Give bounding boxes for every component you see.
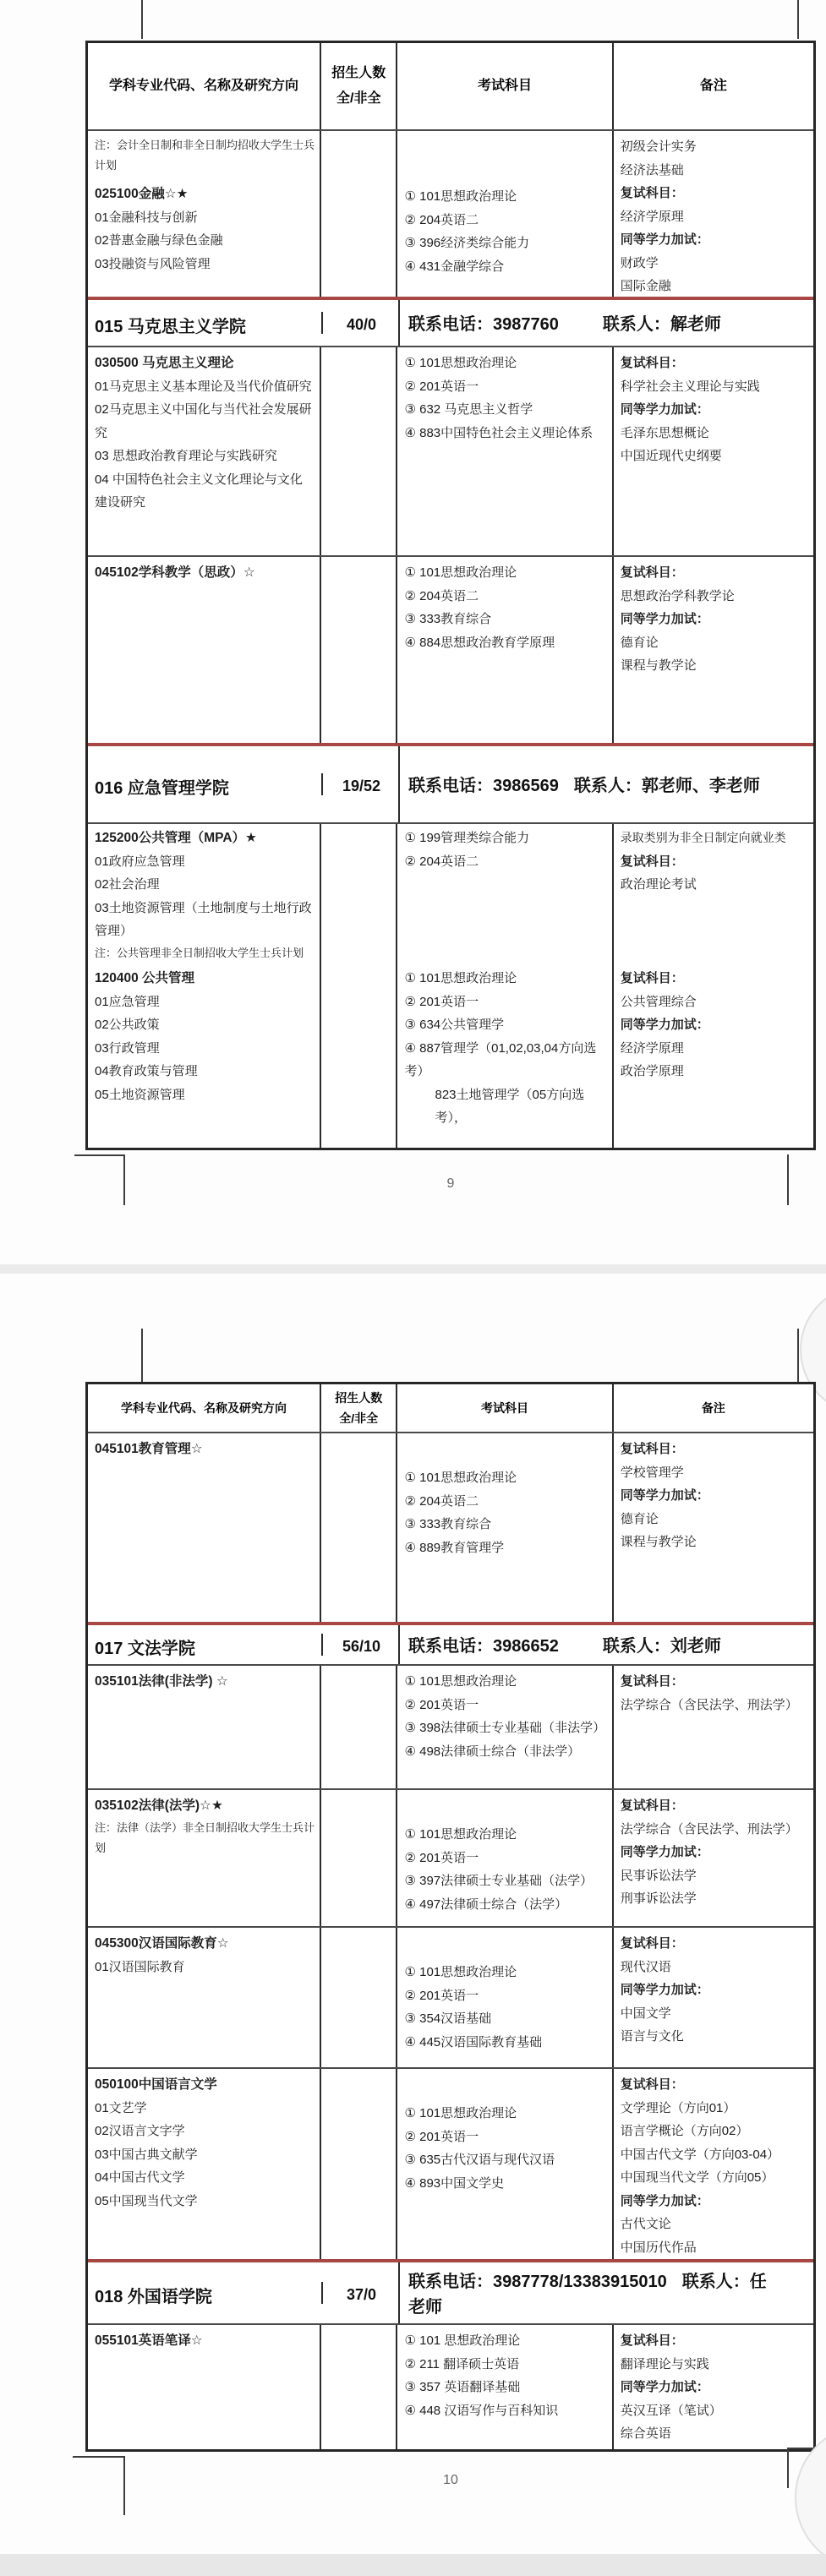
research-direction: 01马克思主义基本理论及当代价值研究: [95, 379, 312, 394]
exam-subject: ④ 893中国文学史: [404, 2175, 505, 2191]
institute-row-018: [88, 2259, 813, 2323]
program-code: 045102学科教学（思政）☆: [95, 565, 255, 580]
program-code: 045300汉语国际教育☆: [95, 1936, 229, 1951]
remark-label: 复试科目：: [620, 356, 684, 370]
program-code: 045101教育管理☆: [95, 1442, 203, 1456]
table-row-055101: [88, 2323, 813, 2449]
table-header-row: [88, 43, 813, 129]
institute-contact-cell: [398, 300, 813, 346]
table-row-120400: [88, 963, 813, 1148]
contact-phone: 联系电话：3986652: [408, 1637, 559, 1656]
remark-line: 中国文学: [620, 2006, 671, 2021]
program-code: 125200公共管理（MPA）★: [95, 831, 257, 845]
header-col-exams: [396, 1384, 611, 1432]
table-row-025100: [88, 129, 813, 297]
table-row-050100: [88, 2067, 813, 2259]
remark-label: 复试科目：: [620, 186, 684, 200]
exam-subject: ① 101思想政治理论: [404, 1674, 517, 1689]
remark-line: 课程与教学论: [620, 658, 697, 673]
program-cell: [88, 1666, 320, 1788]
exam-subject: ② 201英语一: [404, 1697, 479, 1712]
research-direction: 04中国古代文学: [95, 2170, 185, 2185]
quota-cell: [320, 824, 396, 963]
page-number-10: 10: [443, 2473, 458, 2487]
institute-contact-cell: [398, 746, 813, 822]
remark-label: 复试科目：: [620, 1674, 684, 1689]
exam-cell: [396, 1928, 611, 2067]
exam-subject: ② 201英语一: [404, 379, 479, 394]
research-direction: 02汉语言文字学: [95, 2124, 185, 2138]
program-code: 050100中国语言文学: [95, 2077, 217, 2092]
remarks-cell: [612, 2325, 813, 2449]
remark-label: 同等学力加试：: [620, 232, 709, 247]
table-row-125200: [88, 822, 813, 963]
table-row-035102: [88, 1788, 813, 1926]
quota-cell: [320, 2325, 396, 2449]
institute-name: 016 应急管理学院: [95, 779, 229, 798]
research-direction: 01文艺学: [95, 2100, 147, 2115]
research-direction: 01汉语国际教育: [95, 1959, 185, 1974]
research-direction: 04教育政策与管理: [95, 1064, 198, 1078]
exam-cell: [396, 1666, 611, 1788]
header-quota-label-2: 全/非全: [339, 1411, 379, 1425]
quota-cell: [320, 131, 396, 297]
crop-mark-p1-top-left: [141, 0, 143, 39]
remark-label: 同等学力加试：: [620, 402, 709, 417]
quota-cell: [320, 1790, 396, 1926]
contact-person: 联系人：刘老师: [602, 1637, 721, 1656]
header-remarks-label: 备注: [701, 1401, 725, 1415]
remark-line: 公共管理综合: [620, 994, 697, 1009]
remark-label: 复试科目：: [620, 565, 684, 580]
remark-line: 综合英语: [620, 2426, 671, 2441]
program-code: 035102法律(法学)☆★: [95, 1798, 223, 1813]
exam-cell: [396, 1433, 611, 1622]
exam-subject: ③ 354汉语基础: [404, 2011, 492, 2026]
quota-cell: [320, 1666, 396, 1788]
exam-subject: 823土地管理学（05方向选考），: [435, 1087, 585, 1125]
exam-cell: [396, 2325, 611, 2449]
exam-subject: ④ 498法律硕士综合（非法学）: [404, 1744, 581, 1759]
contact-person: 联系人：任老师: [408, 2273, 767, 2317]
quota-cell: [320, 557, 396, 743]
header-col-remarks: [612, 43, 813, 129]
exam-subject: ② 204英语二: [404, 854, 479, 869]
exam-subject: ① 101思想政治理论: [404, 565, 517, 580]
exam-subject: ① 101思想政治理论: [404, 356, 517, 370]
header-col-remarks: [612, 1384, 813, 1432]
exam-subject: ④ 445汉语国际教育基础: [404, 2034, 543, 2049]
header-remarks-label: 备注: [699, 79, 727, 93]
table-row-045102: [88, 555, 813, 743]
remarks-cell: [612, 963, 813, 1148]
research-direction: 01政府应急管理: [95, 854, 185, 869]
exam-subject: ④ 448 汉语写作与百科知识: [404, 2403, 559, 2418]
crop-mark-p2-top-right: [797, 1329, 799, 1383]
program-code: 030500 马克思主义理论: [95, 356, 234, 370]
remark-line: 录取类别为非全日制定向就业类: [620, 831, 786, 844]
exam-cell: [396, 1790, 611, 1926]
exam-subject: ② 204英语二: [404, 588, 479, 603]
remark-line: 中国历代作品: [620, 2240, 697, 2255]
exam-subject: ① 101思想政治理论: [404, 1965, 517, 1979]
program-code: 055101英语笔译☆: [95, 2333, 203, 2348]
remark-line: 财政学: [620, 255, 659, 270]
exam-cell: [396, 557, 611, 743]
contact-phone: 联系电话：3987778/13383915010: [408, 2273, 667, 2291]
header-quota-label-2: 全/非全: [336, 91, 381, 106]
remarks-cell: [612, 2069, 813, 2259]
exam-subject: ③ 333教育综合: [404, 1517, 492, 1531]
table-row-030500: [88, 346, 813, 555]
remark-label: 复试科目：: [620, 854, 684, 869]
remark-line: 中国古代文学（方向03-04）: [620, 2147, 780, 2162]
remark-line: 学校管理学: [620, 1465, 684, 1480]
program-note: 注：公共管理非全日制招收大学生士兵计划: [95, 946, 304, 959]
exam-subject: ④ 883中国特色社会主义理论体系: [404, 425, 594, 440]
remark-label: 同等学力加试：: [620, 2193, 709, 2208]
institute-name: 015 马克思主义学院: [95, 318, 246, 336]
program-cell: [88, 557, 320, 743]
remark-line: 科学社会主义理论与实践: [620, 379, 760, 394]
contact-person: 联系人：郭老师、李老师: [573, 777, 760, 795]
bottom-gray-band: [0, 2554, 826, 2576]
research-direction: 02社会治理: [95, 877, 160, 892]
header-quota-label-1: 招生人数: [331, 66, 386, 80]
remark-line: 毛泽东思想概论: [620, 425, 709, 440]
crop-mark-p1-bottom-left-h: [74, 1154, 125, 1156]
exam-subject: ④ 887管理学（01,02,03,04方向选考）: [404, 1040, 597, 1078]
admissions-table-page2: [85, 1382, 816, 2452]
exam-subject: ③ 396经济类综合能力: [404, 236, 530, 250]
header-col-exams: [396, 43, 611, 129]
remark-label: 复试科目：: [620, 1798, 684, 1813]
exam-subject: ② 211 翻译硕士英语: [404, 2356, 520, 2371]
table-row-035101: [88, 1664, 813, 1788]
crop-mark-p1-top-right: [797, 0, 799, 39]
contact-person: 联系人：解老师: [602, 315, 721, 334]
remark-line: 中国近现代史纲要: [620, 449, 722, 463]
exam-subject: ④ 889教育管理学: [404, 1540, 505, 1555]
remarks-cell: [612, 1433, 813, 1622]
remarks-cell: [612, 824, 813, 963]
remark-line: 课程与教学论: [620, 1535, 697, 1549]
institute-name: 017 文法学院: [95, 1640, 195, 1658]
header-col-program: [88, 43, 320, 129]
remark-line: 中国现当代文学（方向05）: [620, 2170, 774, 2185]
research-direction: 03 思想政治教育理论与实践研究: [95, 449, 277, 463]
institute-contact-cell: [398, 1625, 813, 1664]
exam-cell: [396, 963, 611, 1148]
research-direction: 02普惠金融与绿色金融: [95, 233, 223, 248]
exam-subject: ③ 357 英语翻译基础: [404, 2380, 521, 2394]
research-direction: 04 中国特色社会主义文化理论与文化建设研究: [95, 472, 303, 510]
exam-cell: [396, 824, 611, 963]
remark-label: 复试科目：: [620, 2077, 684, 2092]
remark-line: 政治理论考试: [620, 877, 697, 892]
exam-subject: ③ 397法律硕士专业基础（法学）: [404, 1874, 594, 1888]
program-cell: [88, 2325, 320, 2449]
remark-line: 经济学原理: [620, 209, 684, 224]
program-cell: [88, 824, 320, 963]
header-exams-label: 考试科目: [478, 79, 533, 93]
remark-line: 初级会计实务: [620, 139, 697, 154]
institute-quota: 19/52: [321, 773, 398, 795]
remark-label: 同等学力加试：: [620, 2380, 709, 2394]
research-direction: 01应急管理: [95, 994, 160, 1009]
exam-subject: ① 101思想政治理论: [404, 189, 517, 204]
exam-cell: [396, 2069, 611, 2259]
exam-subject: ② 204英语二: [404, 212, 479, 227]
research-direction: 03行政管理: [95, 1040, 160, 1056]
header-program-label: 学科专业代码、名称及研究方向: [121, 1401, 287, 1415]
program-code: 120400 公共管理: [95, 971, 195, 985]
table-header-row: [88, 1384, 813, 1432]
remark-label: 复试科目：: [620, 1936, 684, 1951]
remarks-cell: [612, 1928, 813, 2067]
remark-label: 同等学力加试：: [620, 612, 709, 626]
table-row-045300: [88, 1926, 813, 2067]
remark-label: 同等学力加试：: [620, 1018, 709, 1032]
remark-line: 古代文论: [620, 2217, 671, 2231]
remark-line: 经济学原理: [620, 1040, 684, 1056]
research-direction: 05中国现当代文学: [95, 2193, 198, 2208]
remark-line: 英汉互译（笔试）: [620, 2403, 722, 2418]
exam-subject: ② 201英语一: [404, 2129, 479, 2144]
remark-line: 德育论: [620, 635, 659, 650]
remark-line: 经济法基础: [620, 162, 684, 177]
header-exams-label: 考试科目: [481, 1401, 529, 1415]
exam-subject: ③ 398法律硕士专业基础（非法学）: [404, 1721, 606, 1735]
exam-subject: ① 101思想政治理论: [404, 1471, 517, 1485]
crop-mark-p2-bottom-left-h: [73, 2456, 125, 2458]
remark-line: 现代汉语: [620, 1959, 671, 1974]
admissions-table-page1: [85, 41, 816, 1150]
quota-cell: [320, 1928, 396, 2067]
exam-subject: ① 101思想政治理论: [404, 1827, 517, 1842]
exam-subject: ② 201英语一: [404, 994, 479, 1009]
remarks-cell: [612, 1790, 813, 1926]
table-row-045101: [88, 1432, 813, 1622]
remark-line: 思想政治学科教学论: [620, 588, 735, 603]
exam-subject: ② 204英语二: [404, 1493, 479, 1509]
remarks-cell: [612, 557, 813, 743]
institute-quota: 37/0: [321, 2282, 398, 2304]
remark-line: 语言学概论（方向02）: [620, 2124, 749, 2138]
remark-line: 法学综合（含民法学、刑法学）: [620, 1821, 798, 1836]
remark-line: 语言与文化: [620, 2029, 684, 2044]
remark-line: 政治学原理: [620, 1064, 684, 1078]
remark-line: 国际金融: [620, 279, 671, 293]
header-col-quota: [320, 1384, 396, 1432]
header-col-program: [88, 1384, 320, 1432]
exam-subject: ④ 431金融学综合: [404, 259, 505, 274]
remark-label: 同等学力加试：: [620, 1983, 709, 1997]
remark-line: 翻译理论与实践: [620, 2356, 709, 2371]
program-cell: [88, 131, 320, 297]
remarks-cell: [612, 347, 813, 555]
program-cell: [88, 1928, 320, 2067]
program-cell: [88, 2069, 320, 2259]
remark-line: 民事诉讼法学: [620, 1868, 697, 1883]
exam-subject: ④ 884思想政治教育学原理: [404, 635, 555, 650]
program-cell: [88, 1433, 320, 1622]
program-cell: [88, 1790, 320, 1926]
exam-subject: ② 201英语一: [404, 1850, 479, 1865]
program-code: 025100金融☆★: [95, 187, 189, 201]
exam-subject: ② 201英语一: [404, 1988, 479, 2003]
exam-subject: ③ 635古代汉语与现代汉语: [404, 2153, 555, 2167]
remark-line: 德育论: [620, 1511, 659, 1526]
exam-subject: ① 101思想政治理论: [404, 971, 517, 985]
contact-phone: 联系电话：3986569: [408, 777, 559, 795]
research-direction: 02马克思主义中国化与当代社会发展研究: [95, 402, 312, 440]
research-direction: 03中国古典文献学: [95, 2147, 198, 2162]
exam-subject: ④ 497法律硕士综合（法学）: [404, 1897, 568, 1912]
research-direction: 03土地资源管理（土地制度与土地行政管理）: [95, 900, 312, 938]
exam-subject: ① 101思想政治理论: [404, 2106, 517, 2120]
remark-label: 复试科目：: [620, 1442, 684, 1456]
institute-quota: 40/0: [321, 312, 398, 334]
remarks-cell: [612, 1666, 813, 1788]
page-number-9: 9: [446, 1176, 455, 1191]
institute-contact-cell: [398, 2262, 813, 2323]
quota-cell: [320, 2069, 396, 2259]
remark-label: 同等学力加试：: [620, 1845, 709, 1859]
header-program-label: 学科专业代码、名称及研究方向: [109, 79, 299, 93]
exam-subject: ① 101 思想政治理论: [404, 2333, 521, 2348]
remark-line: 法学综合（含民法学、刑法学）: [620, 1697, 798, 1712]
institute-name: 018 外国语学院: [95, 2288, 212, 2306]
institute-row-017: [88, 1622, 813, 1664]
contact-phone: 联系电话：3987760: [408, 315, 559, 334]
exam-cell: [396, 131, 611, 297]
remark-label: 同等学力加试：: [620, 1488, 709, 1503]
research-direction: 03投融资与风险管理: [95, 256, 211, 271]
exam-subject: ① 199管理类综合能力: [404, 831, 530, 845]
program-note: 注：会计全日制和非全日制均招收大学生士兵计划: [95, 139, 315, 172]
remarks-cell: [612, 131, 813, 297]
remark-label: 复试科目：: [620, 2333, 684, 2348]
institute-row-016: [88, 743, 813, 822]
quota-cell: [320, 1433, 396, 1622]
crop-mark-p2-top-left: [141, 1329, 143, 1383]
remark-line: 文学理论（方向01）: [620, 2100, 736, 2115]
program-code: 035101法律(非法学) ☆: [95, 1674, 228, 1689]
remark-label: 复试科目：: [620, 971, 684, 985]
exam-subject: ③ 333教育综合: [404, 612, 492, 626]
quota-cell: [320, 963, 396, 1148]
research-direction: 05土地资源管理: [95, 1087, 185, 1102]
exam-cell: [396, 347, 611, 555]
program-cell: [88, 963, 320, 1148]
page-separator-band: [0, 1264, 826, 1274]
header-quota-label-1: 招生人数: [335, 1391, 383, 1405]
exam-subject: ③ 632 马克思主义哲学: [404, 402, 533, 417]
exam-subject: ③ 634公共管理学: [404, 1018, 505, 1032]
research-direction: 01金融科技与创新: [95, 210, 198, 225]
remark-line: 刑事诉讼法学: [620, 1891, 697, 1906]
program-cell: [88, 347, 320, 555]
institute-quota: 56/10: [321, 1634, 398, 1656]
header-col-quota: [320, 43, 396, 129]
quota-cell: [320, 347, 396, 555]
program-note: 注：法律（法学）非全日制招收大学生士兵计划: [95, 1820, 315, 1854]
institute-row-015: [88, 297, 813, 346]
research-direction: 02公共政策: [95, 1018, 160, 1032]
